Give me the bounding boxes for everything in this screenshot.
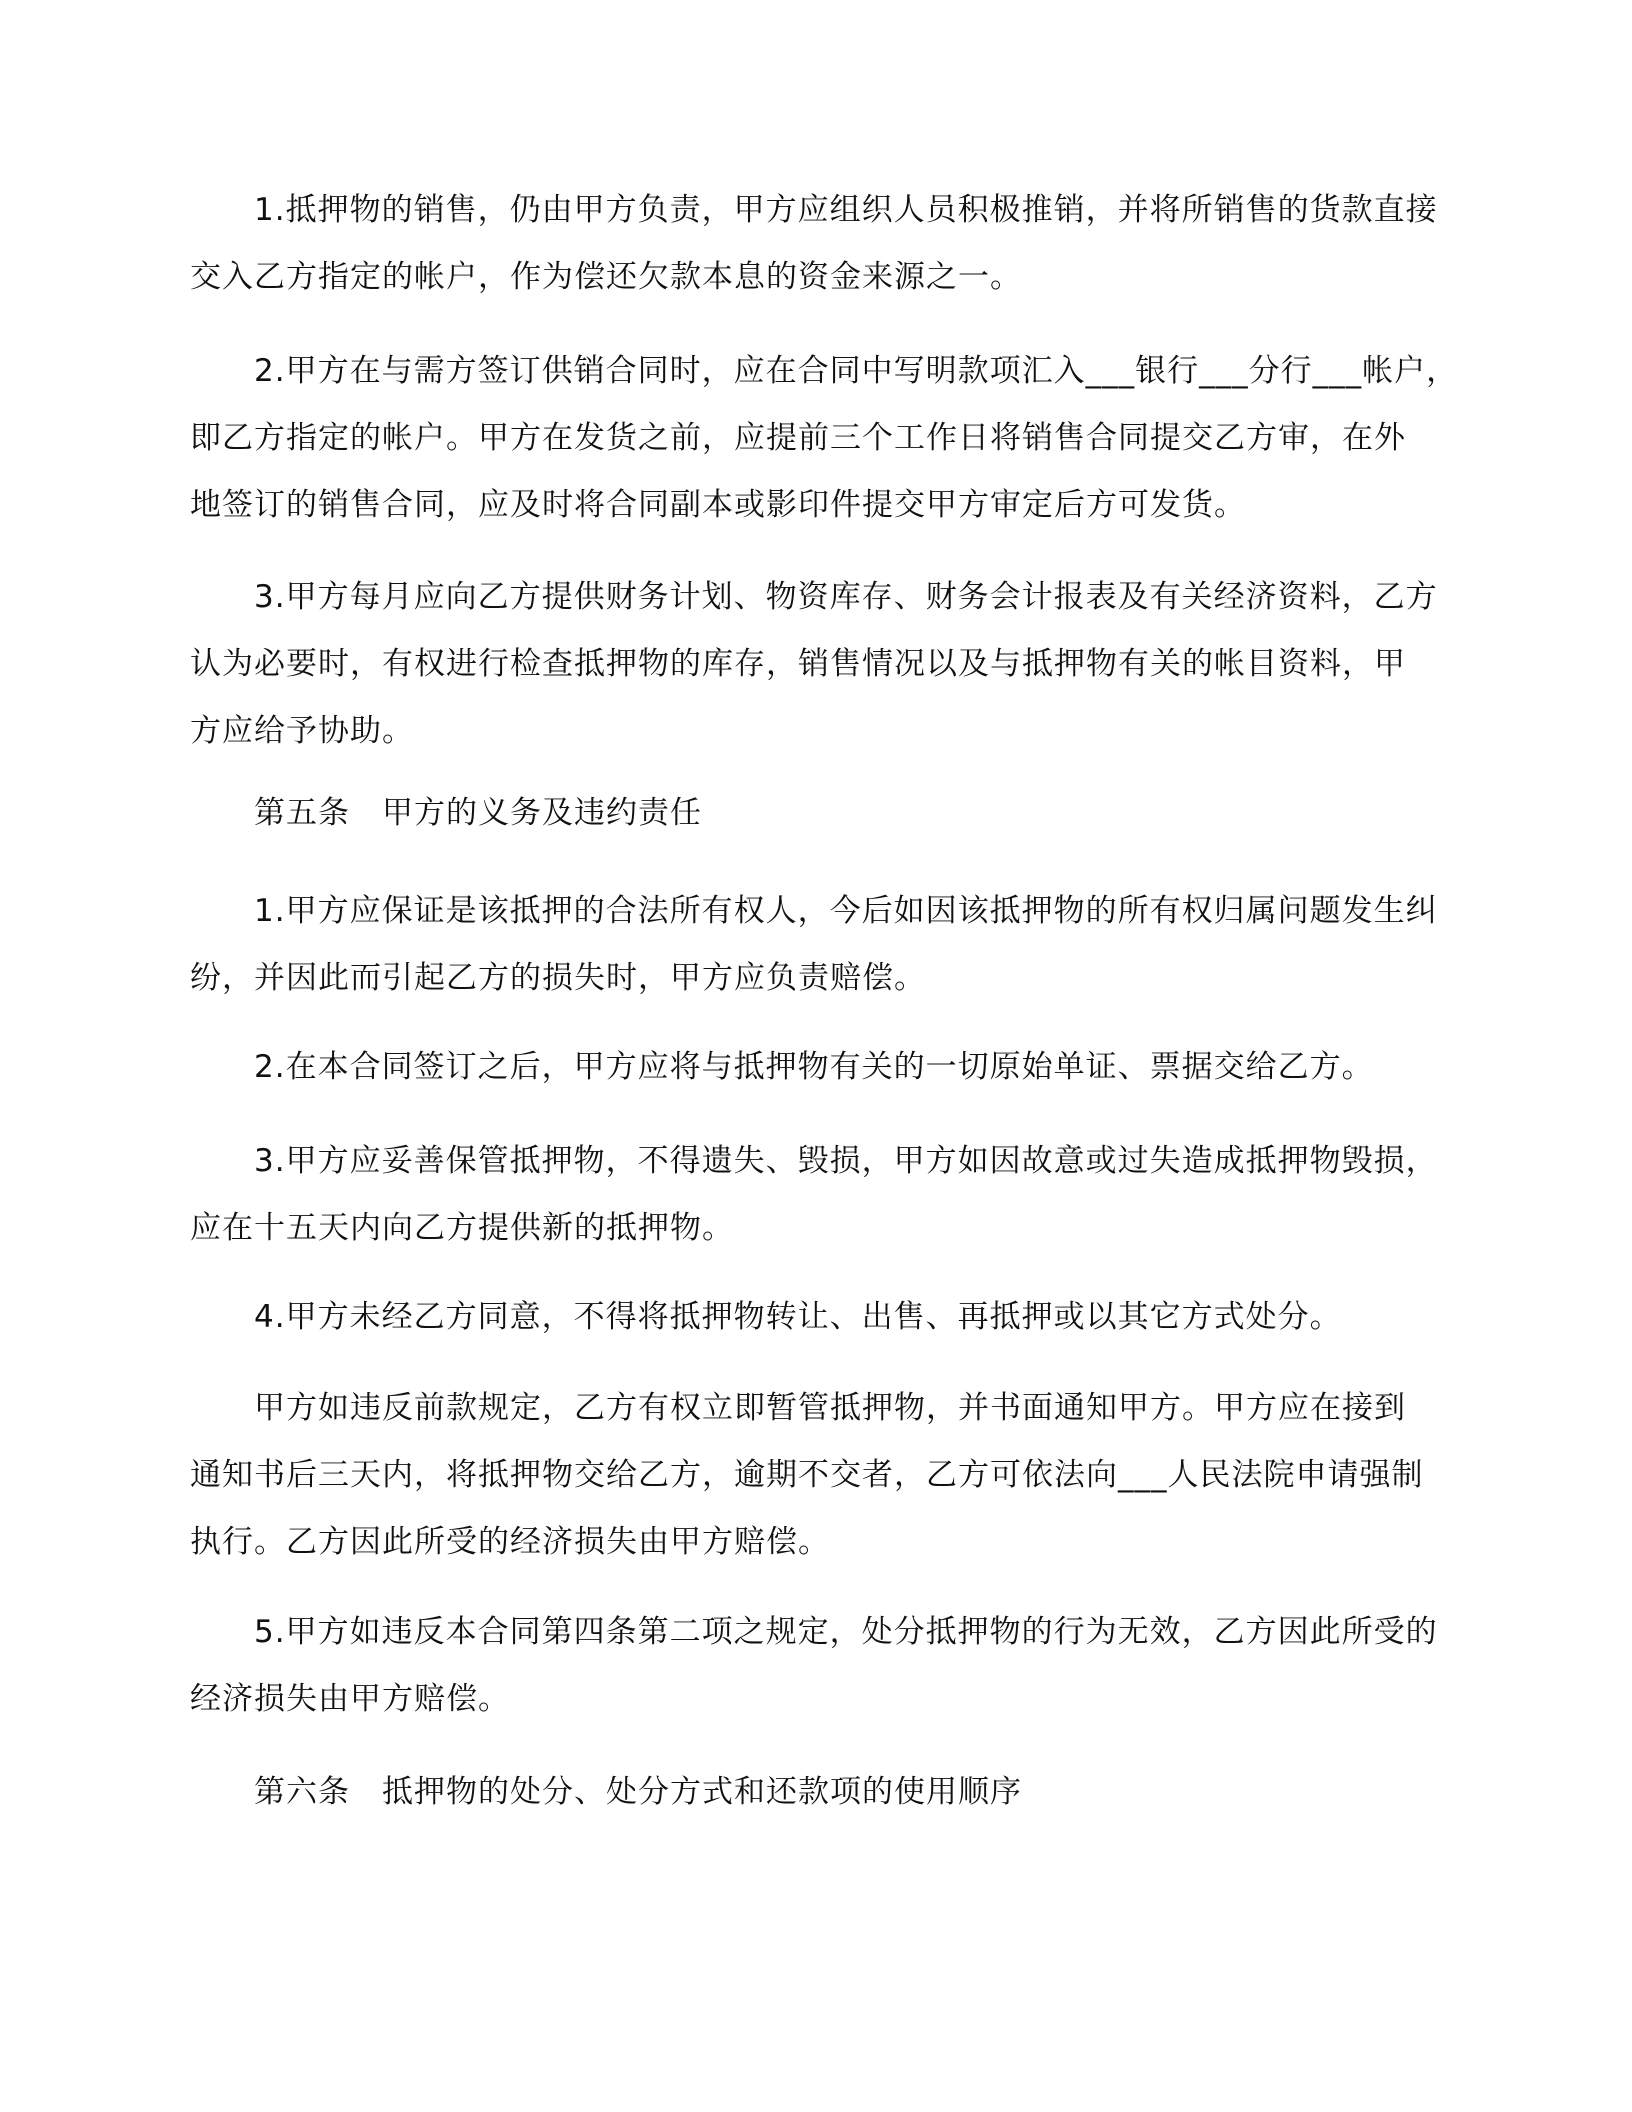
text-line: 3.甲方应妥善保管抵押物，不得遗失、毁损，甲方如因故意或过失造成抵押物毁损，	[254, 1143, 1438, 1179]
text-line: 执行。乙方因此所受的经济损失由甲方赔偿。	[190, 1524, 830, 1560]
paragraph-5-3	[190, 1128, 1460, 1262]
text-line: 交入乙方指定的帐户，作为偿还欠款本息的资金来源之一。	[190, 259, 1022, 295]
text-line: 方应给予协助。	[190, 713, 414, 749]
text-line: 第五条 甲方的义务及违约责任	[254, 795, 702, 831]
text-line: 2.甲方在与需方签订供销合同时，应在合同中写明款项汇入___银行___分行___帐户，	[254, 353, 1459, 389]
text-line: 4.甲方未经乙方同意，不得将抵押物转让、出售、再抵押或以其它方式处分。	[254, 1299, 1342, 1335]
text-line: 第六条 抵押物的处分、处分方式和还款项的使用顺序	[254, 1774, 1022, 1810]
paragraph-4-1	[190, 177, 1460, 311]
text-line: 1.甲方应保证是该抵押的合法所有权人，今后如因该抵押物的所有权归属问题发生纠	[254, 893, 1438, 929]
paragraph-5-2	[190, 1034, 1460, 1101]
paragraph-5-1	[190, 878, 1460, 1012]
text-line: 应在十五天内向乙方提供新的抵押物。	[190, 1210, 734, 1246]
text-line: 5.甲方如违反本合同第四条第二项之规定，处分抵押物的行为无效，乙方因此所受的	[254, 1614, 1438, 1650]
text-line: 甲方如违反前款规定，乙方有权立即暂管抵押物，并书面通知甲方。甲方应在接到	[254, 1390, 1406, 1426]
text-line: 纷，并因此而引起乙方的损失时，甲方应负责赔偿。	[190, 960, 926, 996]
text-line: 1.抵押物的销售，仍由甲方负责，甲方应组织人员积极推销，并将所销售的货款直接	[254, 192, 1438, 228]
paragraph-5-4	[190, 1284, 1460, 1351]
article-5-heading	[190, 780, 1460, 847]
paragraph-4-3	[190, 564, 1460, 765]
paragraph-4-2	[190, 338, 1460, 539]
text-line: 2.在本合同签订之后，甲方应将与抵押物有关的一切原始单证、票据交给乙方。	[254, 1049, 1374, 1085]
text-line: 经济损失由甲方赔偿。	[190, 1681, 510, 1717]
text-line: 地签订的销售合同，应及时将合同副本或影印件提交甲方审定后方可发货。	[190, 487, 1246, 523]
text-line: 认为必要时，有权进行检查抵押物的库存，销售情况以及与抵押物有关的帐目资料，甲	[190, 646, 1406, 682]
text-line: 即乙方指定的帐户。甲方在发货之前，应提前三个工作日将销售合同提交乙方审，在外	[190, 420, 1406, 456]
article-6-heading	[190, 1759, 1460, 1826]
paragraph-5-5	[190, 1599, 1460, 1733]
text-line: 通知书后三天内，将抵押物交给乙方，逾期不交者，乙方可依法向___人民法院申请强制	[190, 1457, 1424, 1493]
text-line: 3.甲方每月应向乙方提供财务计划、物资库存、财务会计报表及有关经济资料，乙方	[254, 579, 1438, 615]
paragraph-5-4-supplement	[190, 1375, 1460, 1576]
